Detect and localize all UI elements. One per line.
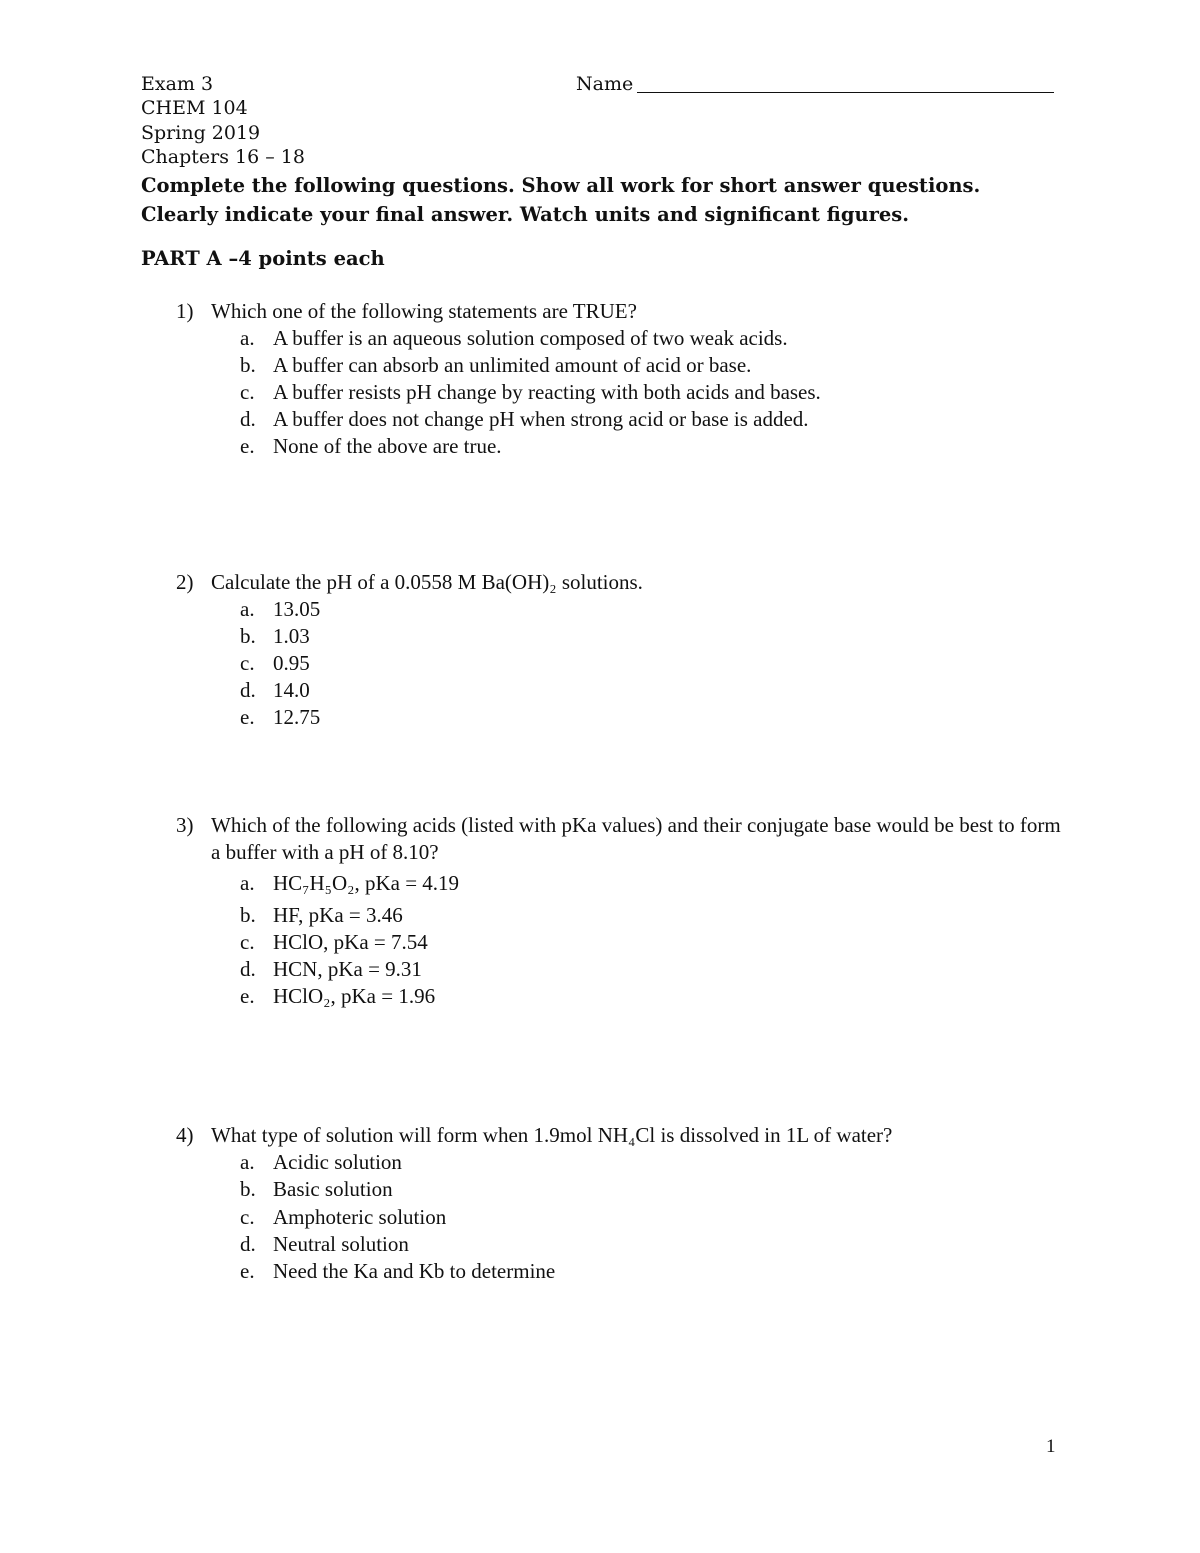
instructions: Complete the following questions. Show all work for short answer questions. Clearly indicate your final answer. Watch units and significant figures. [141,174,981,226]
option-text: Acidic solution [273,1150,402,1174]
option-letter: d. [240,957,256,981]
option-letter: a. [240,871,255,895]
option-letter: c. [240,930,255,954]
option-text: Neutral solution [273,1232,409,1256]
option-text: 14.0 [273,678,310,702]
page-number: 1 [1046,1436,1056,1457]
option-text: HCN, pKa = 9.31 [273,957,422,981]
option-text: A buffer does not change pH when strong acid or base is added. [273,407,809,431]
option-letter: d. [240,1232,256,1256]
option-text: Basic solution [273,1177,393,1201]
exam-title: Exam 3 [141,73,214,95]
option-letter: a. [240,326,255,350]
question-stem: Which one of the following statements are TRUE? [211,299,637,323]
term: Spring 2019 [141,122,261,144]
part-title: PART A –4 points each [141,247,385,270]
question-stem: Which of the following acids (listed with pKa values) and their conjugate base would be best to form a buffer with a pH of 8.10? [211,813,1061,864]
option-letter: c. [240,1205,255,1229]
option-text: 13.05 [273,597,321,621]
option-letter: e. [240,434,255,458]
option-text: 0.95 [273,651,310,675]
option-text: A buffer can absorb an unlimited amount of acid or base. [273,353,752,377]
question-stem: What type of solution will form when 1.9mol NH₄Cl is dissolved in 1L of water? [211,1123,893,1147]
option-letter: c. [240,380,255,404]
option-text: 12.75 [273,705,321,729]
option-letter: e. [240,984,255,1008]
chapters: Chapters 16 – 18 [141,146,305,168]
question-number: 3) [176,813,194,837]
option-letter: b. [240,903,256,927]
name-field-line[interactable] [637,92,1054,93]
option-letter: e. [240,1259,255,1283]
option-letter: a. [240,597,255,621]
option-text: Need the Ka and Kb to determine [273,1259,556,1283]
name-label: Name [576,73,634,95]
option-text: HF, pKa = 3.46 [273,903,403,927]
course-code: CHEM 104 [141,97,248,119]
option-text: A buffer is an aqueous solution composed of two weak acids. [273,326,788,350]
option-letter: b. [240,624,256,648]
question-stem: Calculate the pH of a 0.0558 M Ba(OH)₂ solutions. [211,570,643,594]
option-text: Amphoteric solution [273,1205,447,1229]
option-letter: a. [240,1150,255,1174]
question-number: 2) [176,570,194,594]
option-letter: d. [240,678,256,702]
question-number: 4) [176,1123,194,1147]
option-text: 1.03 [273,624,310,648]
option-letter: e. [240,705,255,729]
option-text: HClO₂, pKa = 1.96 [273,984,436,1008]
option-letter: c. [240,651,255,675]
option-letter: b. [240,353,256,377]
option-text: HClO, pKa = 7.54 [273,930,428,954]
question-number: 1) [176,299,194,323]
option-letter: d. [240,407,256,431]
option-text: None of the above are true. [273,434,502,458]
option-text: A buffer resists pH change by reacting with both acids and bases. [273,380,821,404]
option-text: HC₇H₅O₂, pKa = 4.19 [273,871,460,895]
option-letter: b. [240,1177,256,1201]
